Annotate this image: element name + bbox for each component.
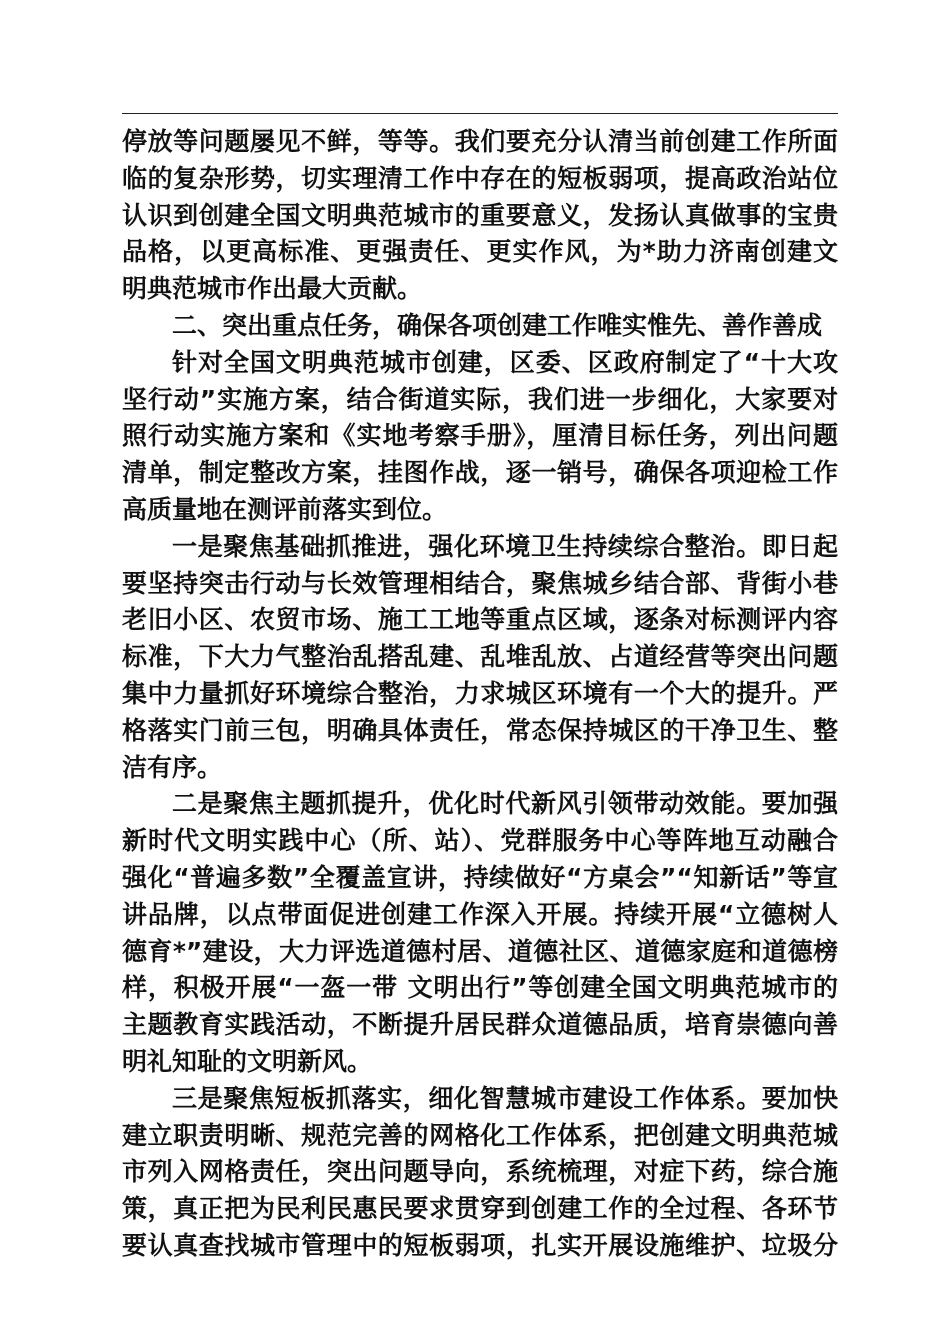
text-line: 要认真查找城市管理中的短板弱项，扎实开展设施维护、垃圾分 — [122, 1230, 838, 1260]
text-line: 标准，下大力气整治乱搭乱建、乱堆乱放、占道经营等突出问题 — [122, 642, 838, 672]
text-line: 照行动实施方案和《实地考察手册》，厘清目标任务，列出问题 — [122, 421, 838, 451]
header-rule — [122, 113, 838, 114]
text-line: 讲品牌，以点带面促进创建工作深入开展。持续开展“立德树人 — [122, 899, 838, 929]
text-line: 集中力量抓好环境综合整治，力求城区环境有一个大的提升。严 — [122, 678, 838, 708]
text-line: 市列入网格责任，突出问题导向，系统梳理，对症下药，综合施 — [122, 1157, 838, 1187]
text-line: 强化“普遍多数”全覆盖宣讲，持续做好“方桌会”“知新话”等宣 — [122, 862, 838, 892]
text-line: 品格，以更高标准、更强责任、更实作风，为*助力济南创建文 — [122, 237, 838, 267]
text-line: 老旧小区、农贸市场、施工工地等重点区域，逐条对标测评内容 — [122, 605, 838, 635]
section-heading: 二、突出重点任务，确保各项创建工作唯实惟先、善作善成 — [172, 310, 823, 340]
text-line: 样，积极开展“一盔一带 文明出行”等创建全国文明典范城市的 — [122, 973, 838, 1003]
text-line: 坚行动”实施方案，结合街道实际，我们进一步细化，大家要对 — [122, 384, 838, 414]
text-line: 针对全国文明典范城市创建，区委、区政府制定了“十大攻 — [172, 347, 838, 377]
text-line: 明礼知耻的文明新风。 — [122, 1046, 373, 1076]
text-line: 认识到创建全国文明典范城市的重要意义，发扬认真做事的宝贵 — [122, 200, 838, 230]
text-line: 临的复杂形势，切实理清工作中存在的短板弱项，提高政治站位 — [122, 163, 838, 193]
text-line: 明典范城市作出最大贡献。 — [122, 274, 423, 304]
text-line: 主题教育实践活动，不断提升居民群众道德品质，培育崇德向善 — [122, 1010, 838, 1040]
text-line: 格落实门前三包，明确具体责任，常态保持城区的干净卫生、整 — [122, 715, 838, 745]
text-line: 新时代文明实践中心（所、站）、党群服务中心等阵地互动融合 — [122, 826, 838, 856]
text-line: 建立职责明晰、规范完善的网格化工作体系，把创建文明典范城 — [122, 1120, 838, 1150]
text-line: 三是聚焦短板抓落实，细化智慧城市建设工作体系。要加快 — [172, 1083, 838, 1113]
text-line: 停放等问题屡见不鲜，等等。我们要充分认清当前创建工作所面 — [122, 127, 838, 156]
text-line: 策，真正把为民利民惠民要求贯穿到创建工作的全过程、各环节 — [122, 1194, 838, 1224]
text-line: 要坚持突击行动与长效管理相结合，聚焦城乡结合部、背街小巷 — [122, 568, 838, 598]
text-line: 洁有序。 — [122, 752, 223, 782]
text-line: 清单，制定整改方案，挂图作战，逐一销号，确保各项迎检工作 — [122, 458, 838, 488]
text-line: 德育*”建设，大力评选道德村居、道德社区、道德家庭和道德榜 — [122, 936, 838, 966]
text-line: 二是聚焦主题抓提升，优化时代新风引领带动效能。要加强 — [172, 789, 838, 819]
document-body — [122, 124, 838, 1265]
text-line: 高质量地在测评前落实到位。 — [122, 494, 448, 524]
text-line: 一是聚焦基础抓推进，强化环境卫生持续综合整治。即日起 — [172, 531, 838, 561]
